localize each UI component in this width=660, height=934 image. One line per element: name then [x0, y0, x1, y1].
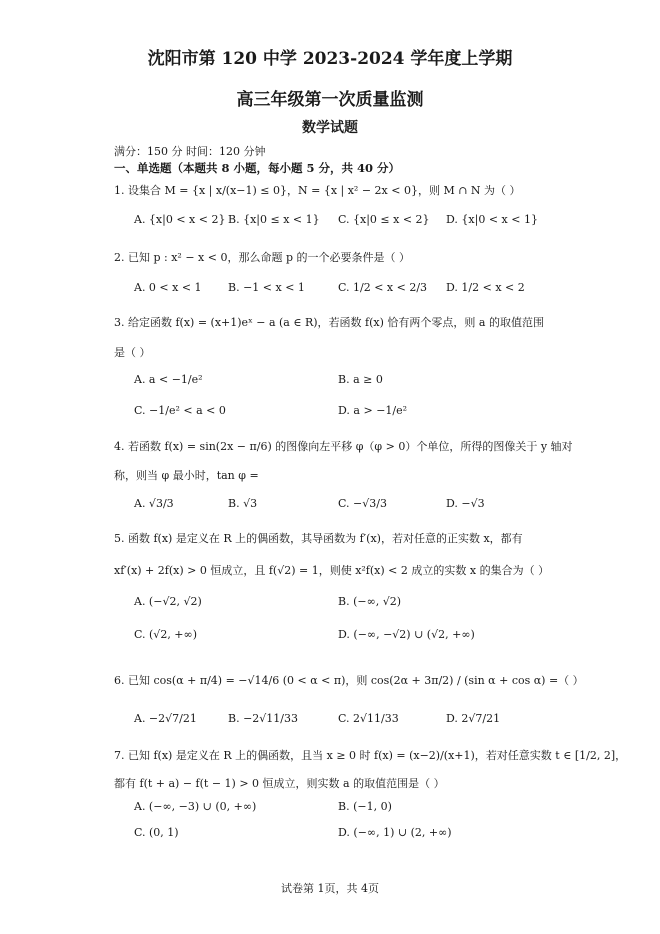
question-5-line-2: xf′(x) + 2f(x) > 0 恒成立，且 f(√2) = 1，则使 x²f(x) < 2 成立的实数 x 的集合为（ ）: [114, 564, 550, 577]
question-2-line-1: 2. 已知 p : x² − x < 0，那么命题 p 的一个必要条件是（ ）: [114, 251, 410, 264]
question-4-line-2: 称，则当 φ 最小时，tan φ =: [114, 469, 259, 482]
question-3-option-c: C. −1/e² < a < 0: [134, 404, 226, 417]
question-5-option-c: C. (√2, +∞): [134, 628, 197, 641]
question-6-option-b: B. −2√11/33: [228, 712, 299, 725]
question-6-option-a: A. −2√7/21: [134, 712, 197, 725]
exam-subtitle: 高三年级第一次质量监测: [236, 90, 424, 110]
question-7-option-b: B. (−1, 0): [338, 800, 392, 813]
section-heading: 一、单选题（本题共 8 小题，每小题 5 分，共 40 分）: [114, 161, 401, 175]
question-4-line-1: 4. 若函数 f(x) = sin(2x − π/6) 的图像向左平移 φ（φ > 0）个单位，所得的图像关于 y 轴对: [114, 440, 573, 453]
question-3-line-2: 是（ ）: [114, 346, 151, 359]
question-7-option-a: A. (−∞, −3) ∪ (0, +∞): [134, 800, 257, 813]
page-footer: 试卷第 1页，共 4页: [281, 882, 379, 895]
exam-subject: 数学试题: [302, 120, 358, 136]
question-1-line-1: 1. 设集合 M = {x | x/(x−1) ≤ 0}，N = {x | x² − 2x < 0}，则 M ∩ N 为（ ）: [114, 184, 521, 197]
question-6-line-1: 6. 已知 cos(α + π/4) = −√14/6 (0 < α < π)，则 cos(2α + 3π/2) / (sin α + cos α) =（ ）: [114, 674, 584, 687]
question-7-line-1: 7. 已知 f(x) 是定义在 R 上的偶函数，且当 x ≥ 0 时 f(x) = (x−2)/(x+1)，若对任意实数 t ∈ [1/2, 2]，: [114, 749, 627, 762]
question-2-option-a: A. 0 < x < 1: [134, 281, 202, 294]
question-2-option-d: D. 1/2 < x < 2: [446, 281, 525, 294]
question-2-option-c: C. 1/2 < x < 2/3: [338, 281, 428, 294]
question-1-option-b: B. {x|0 ≤ x < 1}: [228, 213, 320, 226]
question-5-option-b: B. (−∞, √2): [338, 595, 402, 608]
question-5-option-d: D. (−∞, −√2) ∪ (√2, +∞): [338, 628, 475, 641]
question-7-line-2: 都有 f(t + a) − f(t − 1) > 0 恒成立，则实数 a 的取值范围是（ ）: [114, 777, 445, 790]
question-7-option-d: D. (−∞, 1) ∪ (2, +∞): [338, 826, 452, 839]
question-5-line-1: 5. 函数 f(x) 是定义在 R 上的偶函数，其导函数为 f′(x)，若对任意的正实数 x，都有: [114, 532, 523, 545]
question-1-option-c: C. {x|0 ≤ x < 2}: [338, 213, 430, 226]
question-4-option-d: D. −√3: [446, 497, 485, 510]
question-6-option-d: D. 2√7/21: [446, 712, 501, 725]
question-4-option-a: A. √3/3: [134, 497, 174, 510]
question-3-option-b: B. a ≥ 0: [338, 373, 383, 386]
question-3-option-a: A. a < −1/e²: [134, 373, 203, 386]
exam-meta: 满分：150 分 时间：120 分钟: [114, 145, 266, 158]
question-1-option-a: A. {x|0 < x < 2}: [134, 213, 226, 226]
exam-title: 沈阳市第 120 中学 2023-2024 学年度上学期: [147, 49, 513, 69]
question-4-option-c: C. −√3/3: [338, 497, 387, 510]
question-2-option-b: B. −1 < x < 1: [228, 281, 305, 294]
question-3-option-d: D. a > −1/e²: [338, 404, 408, 417]
question-6-option-c: C. 2√11/33: [338, 712, 399, 725]
question-3-line-1: 3. 给定函数 f(x) = (x+1)eˣ − a (a ∈ R)，若函数 f(x) 恰有两个零点，则 a 的取值范围: [114, 316, 544, 329]
question-5-option-a: A. (−√2, √2): [134, 595, 202, 608]
question-4-option-b: B. √3: [228, 497, 258, 510]
question-7-option-c: C. (0, 1): [134, 826, 179, 839]
question-1-option-d: D. {x|0 < x < 1}: [446, 213, 538, 226]
